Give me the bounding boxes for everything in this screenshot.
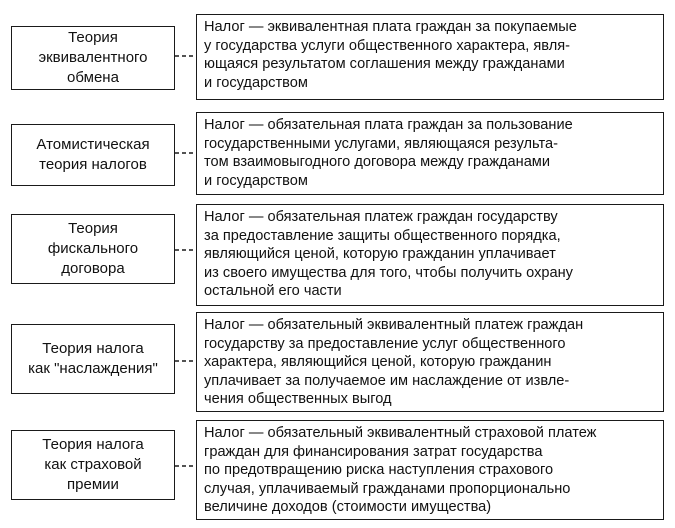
definition-line: Налог — обязательный эквивалентный страховой платеж [204, 425, 597, 441]
definition-line: уплачивает за получаемое им наслаждение от извле- [204, 372, 570, 389]
theory-box-insurance-premium [11, 430, 175, 500]
definition-box-insurance-premium [196, 420, 664, 520]
definition-line: Налог — эквивалентная плата граждан за покупаемые [204, 19, 577, 35]
theory-box-pleasure [11, 324, 175, 394]
definition-line: случая, уплачиваемый гражданами пропорционально [204, 480, 571, 497]
theory-box-atomistic [11, 124, 175, 186]
definition-line: и государством [204, 172, 308, 189]
definition-box-equivalent-exchange [196, 14, 664, 100]
theory-label: Теория фискального договора [47, 220, 139, 277]
definition-line: ющаяся результатом соглашения между гражданами [204, 56, 565, 73]
definition-line: Налог — обязательная плата граждан за пользование [204, 117, 573, 133]
theory-label: Теория эквивалентного обмена [38, 29, 148, 86]
definition-line: Налог — обязательная платеж граждан государству [204, 209, 558, 225]
definition-line: граждан для финансирования затрат государства [204, 443, 543, 460]
definition-box-pleasure [196, 312, 664, 412]
definition-line: у государства услуги общественного характера, явля- [204, 37, 570, 54]
definition-box-fiscal-contract [196, 204, 664, 306]
definition-line: характера, являющийся ценой, которую гражданин [204, 354, 552, 371]
definition-line: и государством [204, 74, 308, 91]
definition-line: по предотвращению риска наступления страхового [204, 462, 554, 479]
definition-box-atomistic [196, 112, 664, 195]
definition-line: том взаимовыгодного договора между гражданами [204, 154, 550, 171]
definition-line: государству за предоставление услуг общественного [204, 335, 566, 352]
theory-label: Теория налога как "наслаждения" [28, 340, 158, 377]
definition-line: величине доходов (стоимости имущества) [204, 499, 492, 516]
theory-label: Атомистическая теория налогов [36, 136, 150, 173]
definition-line: Налог — обязательный эквивалентный платеж граждан [204, 317, 584, 333]
theory-label: Теория налога как страховой премии [42, 436, 144, 493]
definition-line: чения общественных выгод [204, 391, 392, 408]
definition-line: за предоставление защиты общественного порядка, [204, 227, 561, 244]
theory-box-equivalent-exchange [11, 26, 175, 90]
definition-line: из своего имущества для того, чтобы получить охрану [204, 264, 573, 281]
definition-line: остальной его части [204, 283, 342, 300]
theory-box-fiscal-contract [11, 214, 175, 284]
definition-line: являющийся ценой, которую гражданин уплачивает [204, 246, 556, 263]
definition-line: государственными услугами, являющаяся результа- [204, 135, 559, 152]
